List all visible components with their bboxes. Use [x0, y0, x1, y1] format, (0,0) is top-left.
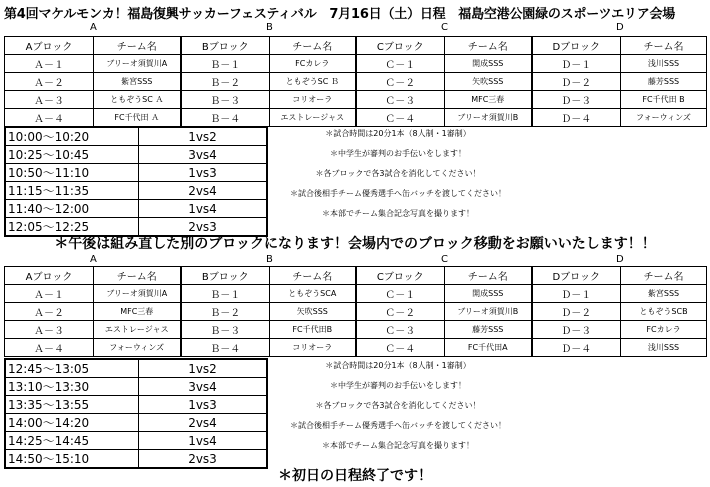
- block-letter-b: B: [266, 254, 273, 265]
- table-row: [5, 339, 707, 357]
- slot-cell: Ａ－２: [5, 73, 94, 91]
- slot-cell: Ｄ－２: [532, 73, 621, 91]
- table-row: [5, 303, 707, 321]
- time-cell: 14:00～14:20: [5, 414, 139, 432]
- team-cell: コリオーラ: [270, 91, 356, 109]
- team-cell: 紫宮SSS: [621, 285, 707, 303]
- team-cell: 紫宮SSS: [94, 73, 181, 91]
- schedule-row: [5, 359, 267, 378]
- match-cell: 2vs4: [139, 182, 268, 200]
- match-cell: 2vs3: [139, 218, 268, 237]
- slot-cell: Ｃ－４: [356, 109, 445, 127]
- team-cell: MFC三春: [445, 91, 532, 109]
- slot-cell: Ｂ－１: [181, 55, 270, 73]
- team-cell: ブリーオ須賀川B: [445, 303, 532, 321]
- time-cell: 13:10～13:30: [5, 378, 139, 396]
- team-cell: 藤芳SSS: [445, 321, 532, 339]
- note-item: ＊試合時間は20分1本（8人制・1審制）: [325, 129, 471, 138]
- header-cell: Aブロック: [5, 267, 94, 285]
- schedule-row: [5, 396, 267, 414]
- team-cell: ともぞうSC Ｂ: [270, 73, 356, 91]
- block-letters-row: [4, 22, 706, 34]
- afternoon-notes: [268, 356, 528, 456]
- team-cell: 矢吹SSS: [270, 303, 356, 321]
- team-cell: ともぞうSCA: [270, 285, 356, 303]
- slot-cell: Ｂ－１: [181, 285, 270, 303]
- slot-cell: Ｃ－１: [356, 55, 445, 73]
- schedule-row: [5, 414, 267, 432]
- slot-cell: Ｃ－３: [356, 321, 445, 339]
- match-cell: 1vs2: [139, 359, 268, 378]
- slot-cell: Ｂ－２: [181, 303, 270, 321]
- match-cell: 1vs3: [139, 164, 268, 182]
- slot-cell: Ａ－３: [5, 91, 94, 109]
- slot-cell: Ｂ－３: [181, 321, 270, 339]
- block-letter-d: D: [616, 254, 624, 265]
- header-cell: チーム名: [445, 267, 532, 285]
- time-cell: 13:35～13:55: [5, 396, 139, 414]
- slot-cell: Ｃ－２: [356, 303, 445, 321]
- time-cell: 10:00～10:20: [5, 127, 139, 146]
- block-letter-d: D: [616, 22, 624, 33]
- note-item: ＊本部でチーム集合記念写真を撮ります！: [322, 441, 474, 450]
- morning-block-table: [4, 36, 707, 127]
- afternoon-schedule-table: [4, 358, 268, 469]
- schedule-row: [5, 146, 267, 164]
- time-cell: 12:45～13:05: [5, 359, 139, 378]
- header-cell: チーム名: [94, 267, 181, 285]
- schedule-row: [5, 164, 267, 182]
- team-cell: 藤芳SSS: [621, 73, 707, 91]
- note-item: ＊中学生が審判のお手伝いをします！: [330, 149, 466, 158]
- team-cell: エストレージャス: [94, 321, 181, 339]
- team-cell: 開成SSS: [445, 285, 532, 303]
- team-cell: FC千代田A: [445, 339, 532, 357]
- note-item: ＊各ブロックで各3試合を消化してください！: [315, 169, 481, 178]
- team-cell: FCカレラ: [621, 321, 707, 339]
- time-cell: 10:50～11:10: [5, 164, 139, 182]
- match-cell: 1vs4: [139, 432, 268, 450]
- table-row: [5, 91, 707, 109]
- match-cell: 3vs4: [139, 378, 268, 396]
- note-item: ＊中学生が審判のお手伝いをします！: [330, 381, 466, 390]
- slot-cell: Ａ－４: [5, 109, 94, 127]
- header-cell: Dブロック: [532, 37, 621, 55]
- table-header-row: [5, 37, 707, 55]
- time-cell: 14:25～14:45: [5, 432, 139, 450]
- header-cell: Bブロック: [181, 267, 270, 285]
- team-cell: FC千代田 Ａ: [94, 109, 181, 127]
- slot-cell: Ｃ－４: [356, 339, 445, 357]
- block-letter-c: C: [441, 254, 448, 265]
- match-cell: 1vs4: [139, 200, 268, 218]
- slot-cell: Ａ－１: [5, 55, 94, 73]
- match-cell: 1vs2: [139, 127, 268, 146]
- header-cell: チーム名: [270, 267, 356, 285]
- team-cell: MFC三春: [94, 303, 181, 321]
- note-item: ＊試合後相手チーム優秀選手へ缶バッチを渡してください！: [290, 189, 506, 198]
- block-letters-row: [4, 254, 706, 266]
- header-cell: チーム名: [621, 37, 707, 55]
- team-cell: 矢吹SSS: [445, 73, 532, 91]
- slot-cell: Ａ－２: [5, 303, 94, 321]
- header-cell: チーム名: [270, 37, 356, 55]
- team-cell: 浅川SSS: [621, 339, 707, 357]
- match-cell: 2vs4: [139, 414, 268, 432]
- slot-cell: Ｂ－３: [181, 91, 270, 109]
- table-row: [5, 73, 707, 91]
- header-cell: Cブロック: [356, 267, 445, 285]
- note-item: ＊本部でチーム集合記念写真を撮ります！: [322, 209, 474, 218]
- team-cell: FC千代田 B: [621, 91, 707, 109]
- block-letter-a: A: [90, 254, 97, 265]
- slot-cell: Ａ－３: [5, 321, 94, 339]
- team-cell: コリオーラ: [270, 339, 356, 357]
- team-cell: 開成SSS: [445, 55, 532, 73]
- slot-cell: Ｃ－１: [356, 285, 445, 303]
- header-cell: チーム名: [621, 267, 707, 285]
- slot-cell: Ｄ－４: [532, 339, 621, 357]
- team-cell: FCカレラ: [270, 55, 356, 73]
- end-of-day-notice: ＊初日の日程終了です！: [278, 468, 432, 484]
- header-cell: チーム名: [94, 37, 181, 55]
- team-cell: ブリーオ須賀川A: [94, 285, 181, 303]
- time-cell: 10:25～10:45: [5, 146, 139, 164]
- slot-cell: Ｄ－１: [532, 55, 621, 73]
- afternoon-notice: ＊午後は組み直した別のブロックになります！会場内でのブロック移動をお願いいたします！！: [54, 236, 656, 252]
- block-letter-c: C: [441, 22, 448, 33]
- time-cell: 11:40～12:00: [5, 200, 139, 218]
- team-cell: フォーウィンズ: [94, 339, 181, 357]
- team-cell: FC千代田B: [270, 321, 356, 339]
- time-cell: 12:05～12:25: [5, 218, 139, 237]
- match-cell: 3vs4: [139, 146, 268, 164]
- header-cell: Bブロック: [181, 37, 270, 55]
- schedule-row: [5, 378, 267, 396]
- match-cell: 1vs3: [139, 396, 268, 414]
- match-cell: 2vs3: [139, 450, 268, 469]
- page-title: 第4回マケルモンカ！福島復興サッカーフェスティバル 7月16日（土）日程 福島空港公園緑のスポーツエリア会場: [4, 7, 676, 22]
- slot-cell: Ｄ－１: [532, 285, 621, 303]
- slot-cell: Ｄ－４: [532, 109, 621, 127]
- slot-cell: Ｄ－３: [532, 321, 621, 339]
- team-cell: エストレージャス: [270, 109, 356, 127]
- block-letter-a: A: [90, 22, 97, 33]
- team-cell: フォーウィンズ: [621, 109, 707, 127]
- team-cell: ブリーオ須賀川B: [445, 109, 532, 127]
- slot-cell: Ｂ－４: [181, 339, 270, 357]
- morning-notes: [268, 124, 528, 224]
- header-cell: Aブロック: [5, 37, 94, 55]
- team-cell: ブリーオ須賀川A: [94, 55, 181, 73]
- slot-cell: Ｃ－２: [356, 73, 445, 91]
- team-cell: ともぞうSCB: [621, 303, 707, 321]
- slot-cell: Ｄ－２: [532, 303, 621, 321]
- note-item: ＊各ブロックで各3試合を消化してください！: [315, 401, 481, 410]
- header-cell: Cブロック: [356, 37, 445, 55]
- afternoon-block-table: [4, 266, 707, 357]
- slot-cell: Ｂ－２: [181, 73, 270, 91]
- slot-cell: Ａ－１: [5, 285, 94, 303]
- team-cell: ともぞうSC Ａ: [94, 91, 181, 109]
- morning-schedule-table: [4, 126, 268, 237]
- block-letter-b: B: [266, 22, 273, 33]
- header-cell: Dブロック: [532, 267, 621, 285]
- time-cell: 14:50～15:10: [5, 450, 139, 469]
- slot-cell: Ｂ－４: [181, 109, 270, 127]
- note-item: ＊試合時間は20分1本（8人制・1審制）: [325, 361, 471, 370]
- slot-cell: Ｃ－３: [356, 91, 445, 109]
- slot-cell: Ｄ－３: [532, 91, 621, 109]
- table-header-row: [5, 267, 707, 285]
- table-row: [5, 285, 707, 303]
- schedule-row: [5, 432, 267, 450]
- table-row: [5, 321, 707, 339]
- note-item: ＊試合後相手チーム優秀選手へ缶バッチを渡してください！: [290, 421, 506, 430]
- schedule-row: [5, 182, 267, 200]
- schedule-row: [5, 127, 267, 146]
- table-row: [5, 55, 707, 73]
- team-cell: 浅川SSS: [621, 55, 707, 73]
- header-cell: チーム名: [445, 37, 532, 55]
- time-cell: 11:15～11:35: [5, 182, 139, 200]
- schedule-row: [5, 200, 267, 218]
- slot-cell: Ａ－４: [5, 339, 94, 357]
